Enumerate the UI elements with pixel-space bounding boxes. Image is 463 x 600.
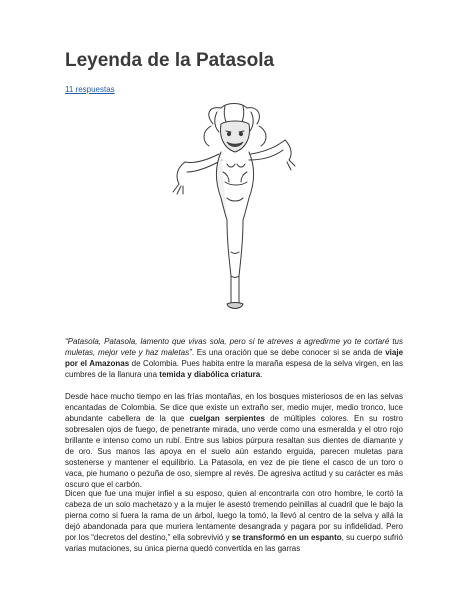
bold-phrase: cuelgan serpientes xyxy=(189,414,265,423)
patasola-sketch-icon xyxy=(165,102,303,312)
bold-phrase: viaje por el Amazonas xyxy=(65,348,404,368)
patasola-illustration xyxy=(165,102,303,312)
paragraph-text: de múltiples colores. En su rostro sobresalen ojos de fuego, de penetrante mirada, uno verde como una esmeralda y el otro rojo brillante e intenso como un rubí. Entre sus labios púrpura resaltan sus dientes de diamante y de oro. Sus manos las apoya en el suelo aún estando erguida, parecen muletas para sostenerse y mantener el equilibrio. La Patasola, en vez de pie tiene el casco de un toro o vaca, pie humano o pezuña de oso, siempre al revés. De agresiva actitud y su carácter es más oscuro que el carbón. xyxy=(65,414,403,489)
paragraph-text: Dicen que fue una mujer infiel a su esposo, quien al encontrarla con otro hombre, le cortó la cabeza de un solo machetazo y a la mujer le asestó tremendo peinillas al cuadril que le bajo la pierna como si fuera la rama de un árbol, luego la tomó, la llevó al centro de la selva y allá la dejó abandonada para que muriera lentamente desangrada y pagara por su infidelidad. Pero por los “decretos del destino,” ella sobrevivió y xyxy=(65,489,403,542)
paragraph-text: , su cuerpo sufrió varias mutaciones, su única pierna quedó convertida en las garras xyxy=(65,533,404,553)
responses-link[interactable]: 11 respuestas xyxy=(65,85,115,94)
bold-phrase: se transformó en un espanto xyxy=(231,533,342,542)
page-title: Leyenda de la Patasola xyxy=(65,50,275,71)
paragraph-description xyxy=(65,391,403,490)
paragraph-origin xyxy=(65,488,403,554)
paragraph-intro xyxy=(65,336,403,380)
patasola-quote: “Patasola, Patasola, lamento que vivas sola, pero si te atreves a agredirme yo te cortaré tus muletas, mejor vete y haz maletas” xyxy=(65,337,403,357)
paragraph-text: de Colombia. Pues habita entre la maraña espesa de la selva virgen, en las cumbres de la llanura una xyxy=(65,359,404,379)
bold-phrase: temida y diabólica criatura xyxy=(159,370,261,379)
paragraph-text: Desde hace mucho tiempo en las frías montañas, en los bosques misteriosos de en las selvas encantadas de Colombia. Se dice que existe un extraño ser, medio mujer, medio tronco, luce abundante cabellera de la que xyxy=(65,392,403,423)
paragraph-text: . Es una oración que se debe conocer si se anda de xyxy=(191,348,386,357)
paragraph-text: . xyxy=(260,370,263,379)
